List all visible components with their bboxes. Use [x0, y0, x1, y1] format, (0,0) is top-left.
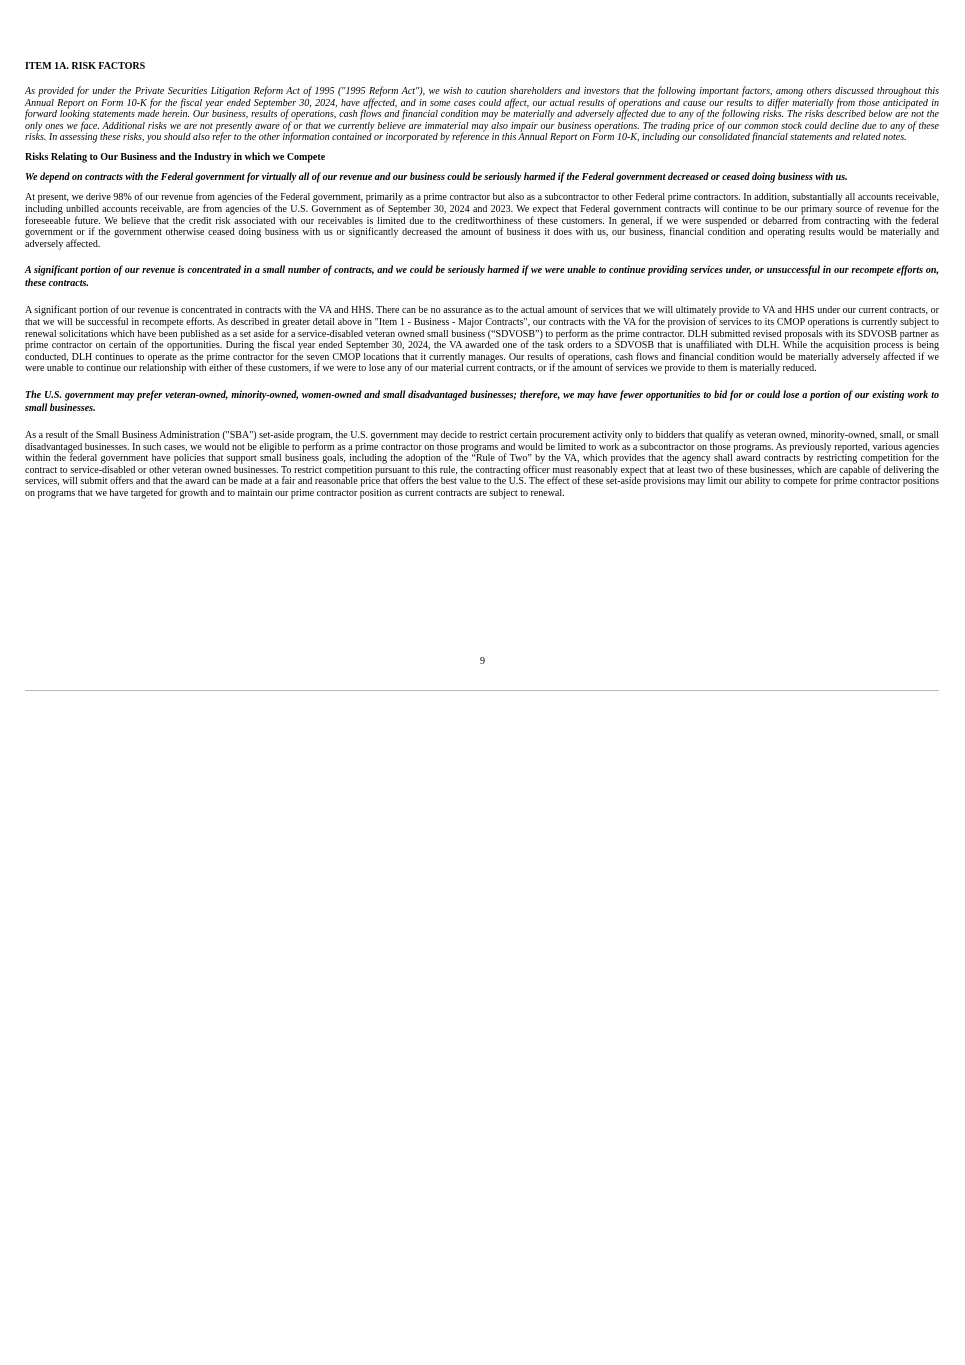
risk-title-small-business-preference: The U.S. government may prefer veteran-owned, minority-owned, women-owned and small disadvantaged businesses; therefore, we may have fewer opportunities to bid for or could lose a portion of our existing work to small businesses.: [25, 390, 939, 414]
risk-body-contract-concentration: A significant portion of our revenue is concentrated in contracts with the VA and HHS. There can be no assurance as to the actual amount of services that we will ultimately provide to VA and HHS under our current contracts, or that we will be successful in recompete efforts. As described in greater detail above in "Item 1 - Business - Major Contracts", our contracts with the VA for the provision of services to its CMOP operations is currently subject to renewal solicitations which have been published as a set aside for a service-disabled veteran owned small business (“SDVOSB”) to perform as the prime contractor. DLH submitted revised proposals with its SDVOSB partner as prime contractor on certain of the opportunities. During the fiscal year ended September 30, 2024, the VA awarded one of the task orders to a SDVOSB that is unaffiliated with DLH. While the acquisition process is being conducted, DLH continues to operate as the prime contractor for the seven CMOP locations that it currently manages. Our results of operations, cash flows and financial condition would be materially adversely affected if we were unable to continue our relationship with either of these customers, if we were to lose any of our material current contracts, or if the amount of services we provide to them is materially reduced.: [25, 305, 939, 375]
risk-title-contract-concentration: A significant portion of our revenue is concentrated in a small number of contracts, and we could be seriously harmed if we were unable to continue providing services under, or unsuccessful in our recompete efforts on, these contracts.: [25, 265, 939, 289]
risk-body-small-business-preference: As a result of the Small Business Administration ("SBA") set-aside program, the U.S. government may decide to restrict certain procurement activity only to bidders that qualify as veteran owned, minority-owned, small, or small disadvantaged businesses. In such cases, we would not be eligible to perform as a prime contractor on those programs and would be limited to work as a subcontractor on those programs. As previously reported, various agencies within the federal government have policies that support small business goals, including the adoption of the “Rule of Two” by the VA, which provides that the agency shall award contracts by restricting competition for the contract to service-disabled or other veteran owned businesses. To restrict competition pursuant to this rule, the contracting officer must reasonably expect that at least two of these businesses, which are capable of delivering the services, will submit offers and that the award can be made at a fair and reasonable price that offers the best value to the U.S. The effect of these set-aside provisions may limit our ability to compete for prime contractor positions on programs that we have targeted for growth and to maintain our prime contractor position as current contracts are subject to renewal.: [25, 430, 939, 499]
risk-body-federal-dependence: At present, we derive 98% of our revenue from agencies of the Federal government, primarily as a prime contractor but also as a subcontractor to other Federal prime contractors. In addition, substantially all accounts receivable, including unbilled accounts receivable, are from agencies of the U.S. Government as of September 30, 2024 and 2023. We expect that Federal government contracts will continue to be our primary source of revenue for the foreseeable future. We believe that the credit risk associated with our receivables is limited due to the creditworthiness of these customers. In general, if we were suspended or debarred from contracting with the federal government or if the government otherwise ceased doing business with us or significantly decreased the amount of business it does with us, our business, financial condition and operating results would be materially and adversely affected.: [25, 192, 939, 250]
page-divider: [25, 690, 939, 691]
section-heading: Risks Relating to Our Business and the Industry in which we Compete: [25, 151, 326, 163]
item-heading: ITEM 1A. RISK FACTORS: [25, 61, 146, 72]
intro-paragraph: As provided for under the Private Securities Litigation Reform Act of 1995 ("1995 Reform Act"), we wish to caution shareholders and investors that the following important factors, among others discussed throughout this Annual Report on Form 10-K for the fiscal year ended September 30, 2024, have affected, and in some cases could affect, our actual results of operations and cause our results to differ materially from those anticipated in forward looking statements made herein. Our business, results of operations, cash flows and financial condition may be materially and adversely affected due to any of the following risks. The risks described below are not the only ones we face. Additional risks we are not presently aware of or that we currently believe are immaterial may also impair our business operations. The trading price of our common stock could decline due to any of these risks. In assessing these risks, you should also refer to the other information contained or incorporated by reference in this Annual Report on Form 10-K, including our consolidated financial statements and related notes.: [25, 86, 939, 144]
document-page: [25, 61, 939, 508]
risk-title-federal-dependence: We depend on contracts with the Federal government for virtually all of our revenue and our business could be seriously harmed if the Federal government decreased or ceased doing business with us.: [25, 171, 848, 183]
page-number: 9: [480, 656, 485, 667]
